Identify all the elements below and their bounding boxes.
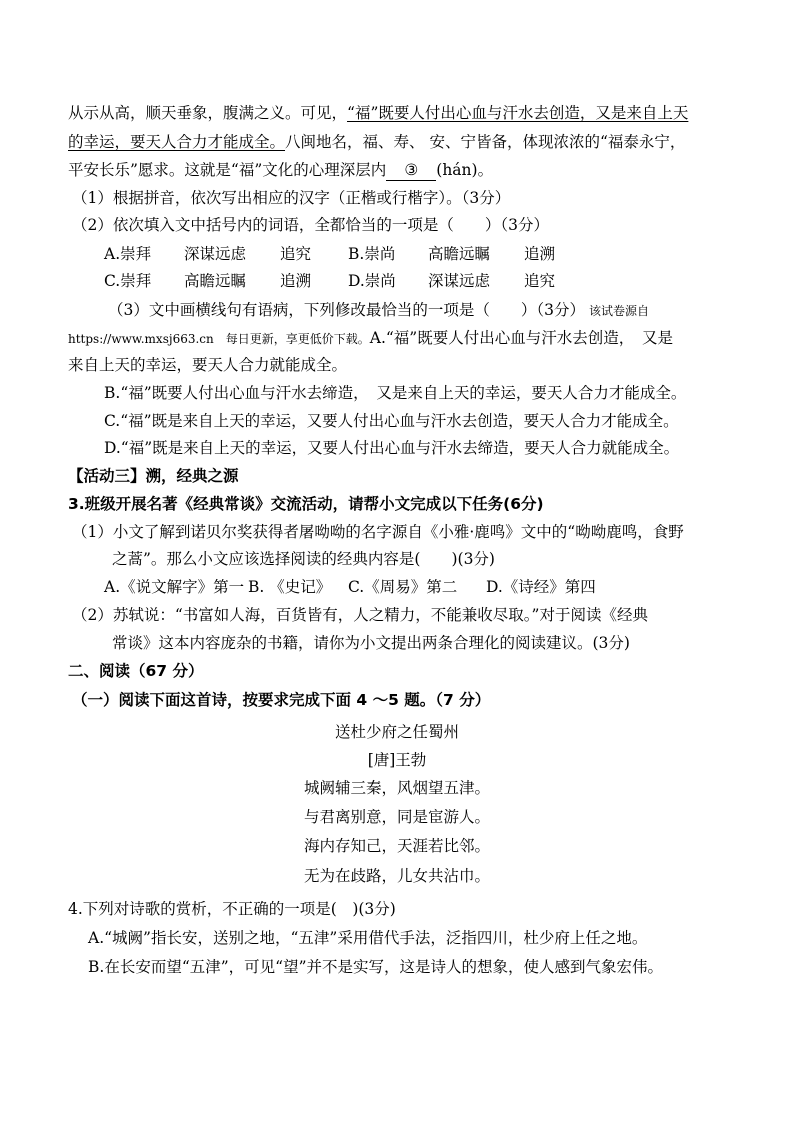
q4-option-b: B.在长安而望“五津”，可见“望”并不是实写，这是诗人的想象，使人感到气象宏伟。	[88, 958, 664, 976]
underlined-sentence: “福”既要人付出心血与汗水去创造，又是来自上天	[347, 104, 689, 122]
q3-option-a-line-2: 来自上天的幸运，要天人合力就能成全。	[68, 356, 348, 374]
sub-question-1-line-2: 之蒿”。那么小文应该选择阅读的经典内容是( )(3分)	[112, 550, 495, 568]
sub-question-1-line-1: （1）小文了解到诺贝尔奖获得者屠呦呦的名字源自《小雅·鹿鸣》文中的“呦呦鹿鸣，食野	[72, 523, 684, 541]
passage-text: 平安长乐”愿求。这就是“福”文化的心理深层内	[68, 161, 387, 179]
poem-line: 城阙辅三秦，风烟望五津。	[303, 779, 490, 797]
q4-option-a: A.“城阙”指长安，送别之地，“五津”采用借代手法，泛指四川，杜少府上任之地。	[88, 929, 648, 947]
watermark-url: https://www.mxsj663.cn 每日更新，享更低价下载。	[68, 332, 370, 346]
question-3-text: （3）文中画横线句有语病，下列修改最恰当的一项是（ ）（3分）	[108, 301, 585, 319]
passage-text: (hán)。	[436, 161, 494, 179]
poem-line: 无为在歧路，儿女共沾巾。	[303, 867, 490, 885]
sub-question-2-line-1: （2）苏轼说：“书富如人海，百货皆有，人之精力，不能兼收尽取。”对于阅读《经典	[72, 606, 648, 624]
passage-text: 从示从高，顺天垂象，腹满之义。可见，	[68, 104, 348, 122]
option-a: A.“福”既要人付出心血与汗水去创造， 又是	[369, 329, 673, 347]
sub-question-2-line-2: 常谈》这本内容庞杂的书籍，请你为小文提出两条合理化的阅读建议。(3分)	[112, 634, 630, 652]
underlined-sentence: 的幸运，要天人合力才能成全。	[68, 133, 286, 151]
option-word: 追溯	[280, 272, 312, 290]
option-a: A.《说文解字》第一	[104, 578, 245, 596]
reading-part-1-title: （一）阅读下面这首诗，按要求完成下面 4 ～5 题。（7 分）	[72, 691, 491, 709]
q3-option-d: D.“福”既是来自上天的幸运，又要人付出心血与汗水去缔造，要天人合力就能成全。	[104, 439, 680, 457]
sub-question-1-options	[104, 577, 596, 597]
passage-line-2	[68, 132, 685, 152]
option-word: 高瞻远瞩	[428, 245, 491, 263]
option-word: 追究	[280, 245, 312, 263]
option-label: C.崇拜	[104, 272, 152, 290]
option-c: C.《周易》第二	[348, 578, 458, 596]
option-label: B.崇尚	[348, 245, 396, 263]
passage-line-3	[68, 160, 493, 181]
passage-text: 八闽地名，福、寿、 安、宁皆备，体现浓浓的“福泰永宁，	[285, 133, 686, 151]
question-4: 4.下列对诗歌的赏析，不正确的一项是( )(3分)	[68, 900, 396, 918]
q2-options-row-1	[104, 244, 555, 264]
question-2: （2）依次填入文中括号内的词语，全都恰当的一项是（ ）（3分）	[72, 216, 549, 234]
option-label: A.崇拜	[104, 245, 152, 263]
activity-3-title: 【活动三】溯，经典之源	[68, 467, 239, 485]
poem-line: 与君离别意，同是宦游人。	[303, 808, 490, 826]
option-word: 深谋远虑	[428, 272, 491, 290]
poem-line: 海内存知己，天涯若比邻。	[303, 837, 490, 855]
poem-title: 送杜少府之任蜀州	[334, 723, 459, 741]
q2-options-row-2	[104, 271, 555, 291]
option-word: 追究	[524, 272, 556, 290]
option-word: 深谋远虑	[184, 245, 247, 263]
option-word: 追溯	[524, 245, 556, 263]
q3-option-b: B.“福”既要人付出心血与汗水去缔造， 又是来自上天的幸运，要天人合力才能成全。	[104, 384, 687, 402]
question-1: （1）根据拼音，依次写出相应的汉字（正楷或行楷字）。（3分）	[72, 189, 511, 207]
option-label: D.崇尚	[348, 272, 396, 290]
question-3	[108, 300, 649, 321]
q3-option-a-line-1	[68, 328, 673, 349]
option-b: B. 《史记》	[248, 578, 332, 596]
poem-author: [唐]王勃	[367, 751, 427, 769]
section-2-title: 二、阅读（67 分）	[68, 662, 204, 680]
passage-line-1	[68, 103, 688, 123]
option-word: 高瞻远瞩	[184, 272, 247, 290]
q3-option-c: C.“福”既是来自上天的幸运，又要人付出心血与汗水去创造，要天人合力才能成全。	[104, 412, 679, 430]
watermark-text: 该试卷源自	[588, 304, 649, 318]
fill-blank-3[interactable]: ③	[386, 160, 436, 181]
question-3-title: 3.班级开展名著《经典常谈》交流活动，请帮小文完成以下任务(6分)	[68, 495, 544, 513]
option-d: D.《诗经》第四	[486, 578, 596, 596]
